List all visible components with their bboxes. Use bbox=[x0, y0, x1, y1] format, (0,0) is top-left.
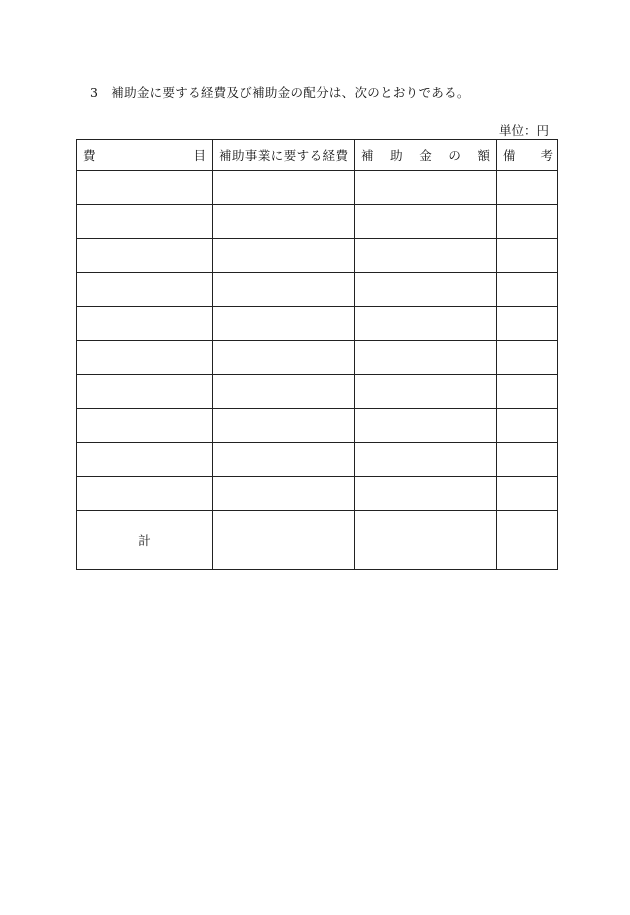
cell-expense-item bbox=[77, 307, 213, 341]
cell-subsidy-amount bbox=[355, 205, 497, 239]
table-row bbox=[77, 171, 558, 205]
cell-expense-item bbox=[77, 205, 213, 239]
cell-remarks bbox=[497, 375, 558, 409]
cell-project-expense bbox=[213, 409, 355, 443]
cell-project-expense bbox=[213, 375, 355, 409]
cell-remarks bbox=[497, 477, 558, 511]
cell-project-expense bbox=[213, 205, 355, 239]
cell-remarks bbox=[497, 171, 558, 205]
total-label: 計 bbox=[77, 511, 213, 570]
header-remarks: 備 考 bbox=[497, 140, 558, 171]
table-header-row bbox=[77, 140, 558, 171]
cell-remarks bbox=[497, 307, 558, 341]
table-row bbox=[77, 205, 558, 239]
budget-table bbox=[76, 139, 558, 570]
cell-subsidy-amount bbox=[355, 273, 497, 307]
cell-expense-item bbox=[77, 409, 213, 443]
total-project-expense bbox=[213, 511, 355, 570]
header-subsidy-amount: 補 助 金 の 額 bbox=[355, 140, 497, 171]
cell-subsidy-amount bbox=[355, 443, 497, 477]
cell-subsidy-amount bbox=[355, 307, 497, 341]
cell-project-expense bbox=[213, 239, 355, 273]
cell-expense-item bbox=[77, 477, 213, 511]
cell-project-expense bbox=[213, 443, 355, 477]
cell-subsidy-amount bbox=[355, 171, 497, 205]
cell-expense-item bbox=[77, 273, 213, 307]
cell-project-expense bbox=[213, 307, 355, 341]
cell-expense-item bbox=[77, 375, 213, 409]
cell-remarks bbox=[497, 205, 558, 239]
cell-project-expense bbox=[213, 477, 355, 511]
cell-project-expense bbox=[213, 341, 355, 375]
cell-remarks bbox=[497, 443, 558, 477]
cell-project-expense bbox=[213, 273, 355, 307]
total-remarks bbox=[497, 511, 558, 570]
total-subsidy-amount bbox=[355, 511, 497, 570]
table-row bbox=[77, 273, 558, 307]
cell-subsidy-amount bbox=[355, 477, 497, 511]
section-number: 3 bbox=[90, 85, 99, 100]
header-expense-item: 費 目 bbox=[77, 140, 213, 171]
cell-subsidy-amount bbox=[355, 375, 497, 409]
cell-subsidy-amount bbox=[355, 239, 497, 273]
header-project-expense: 補助事業に要する経費 bbox=[213, 140, 355, 171]
cell-expense-item bbox=[77, 341, 213, 375]
table-row bbox=[77, 307, 558, 341]
cell-subsidy-amount bbox=[355, 409, 497, 443]
table-row bbox=[77, 375, 558, 409]
table-row bbox=[77, 341, 558, 375]
table-row bbox=[77, 409, 558, 443]
cell-expense-item bbox=[77, 443, 213, 477]
cell-expense-item bbox=[77, 171, 213, 205]
cell-remarks bbox=[497, 273, 558, 307]
section-heading bbox=[90, 83, 470, 101]
cell-remarks bbox=[497, 341, 558, 375]
table-row bbox=[77, 239, 558, 273]
cell-remarks bbox=[497, 409, 558, 443]
cell-expense-item bbox=[77, 239, 213, 273]
total-row bbox=[77, 511, 558, 570]
cell-subsidy-amount bbox=[355, 341, 497, 375]
unit-label: 単位：円 bbox=[498, 123, 549, 138]
section-text: 補助金に要する経費及び補助金の配分は、次のとおりである。 bbox=[111, 85, 470, 100]
table-row bbox=[77, 443, 558, 477]
cell-remarks bbox=[497, 239, 558, 273]
table-row bbox=[77, 477, 558, 511]
cell-project-expense bbox=[213, 171, 355, 205]
